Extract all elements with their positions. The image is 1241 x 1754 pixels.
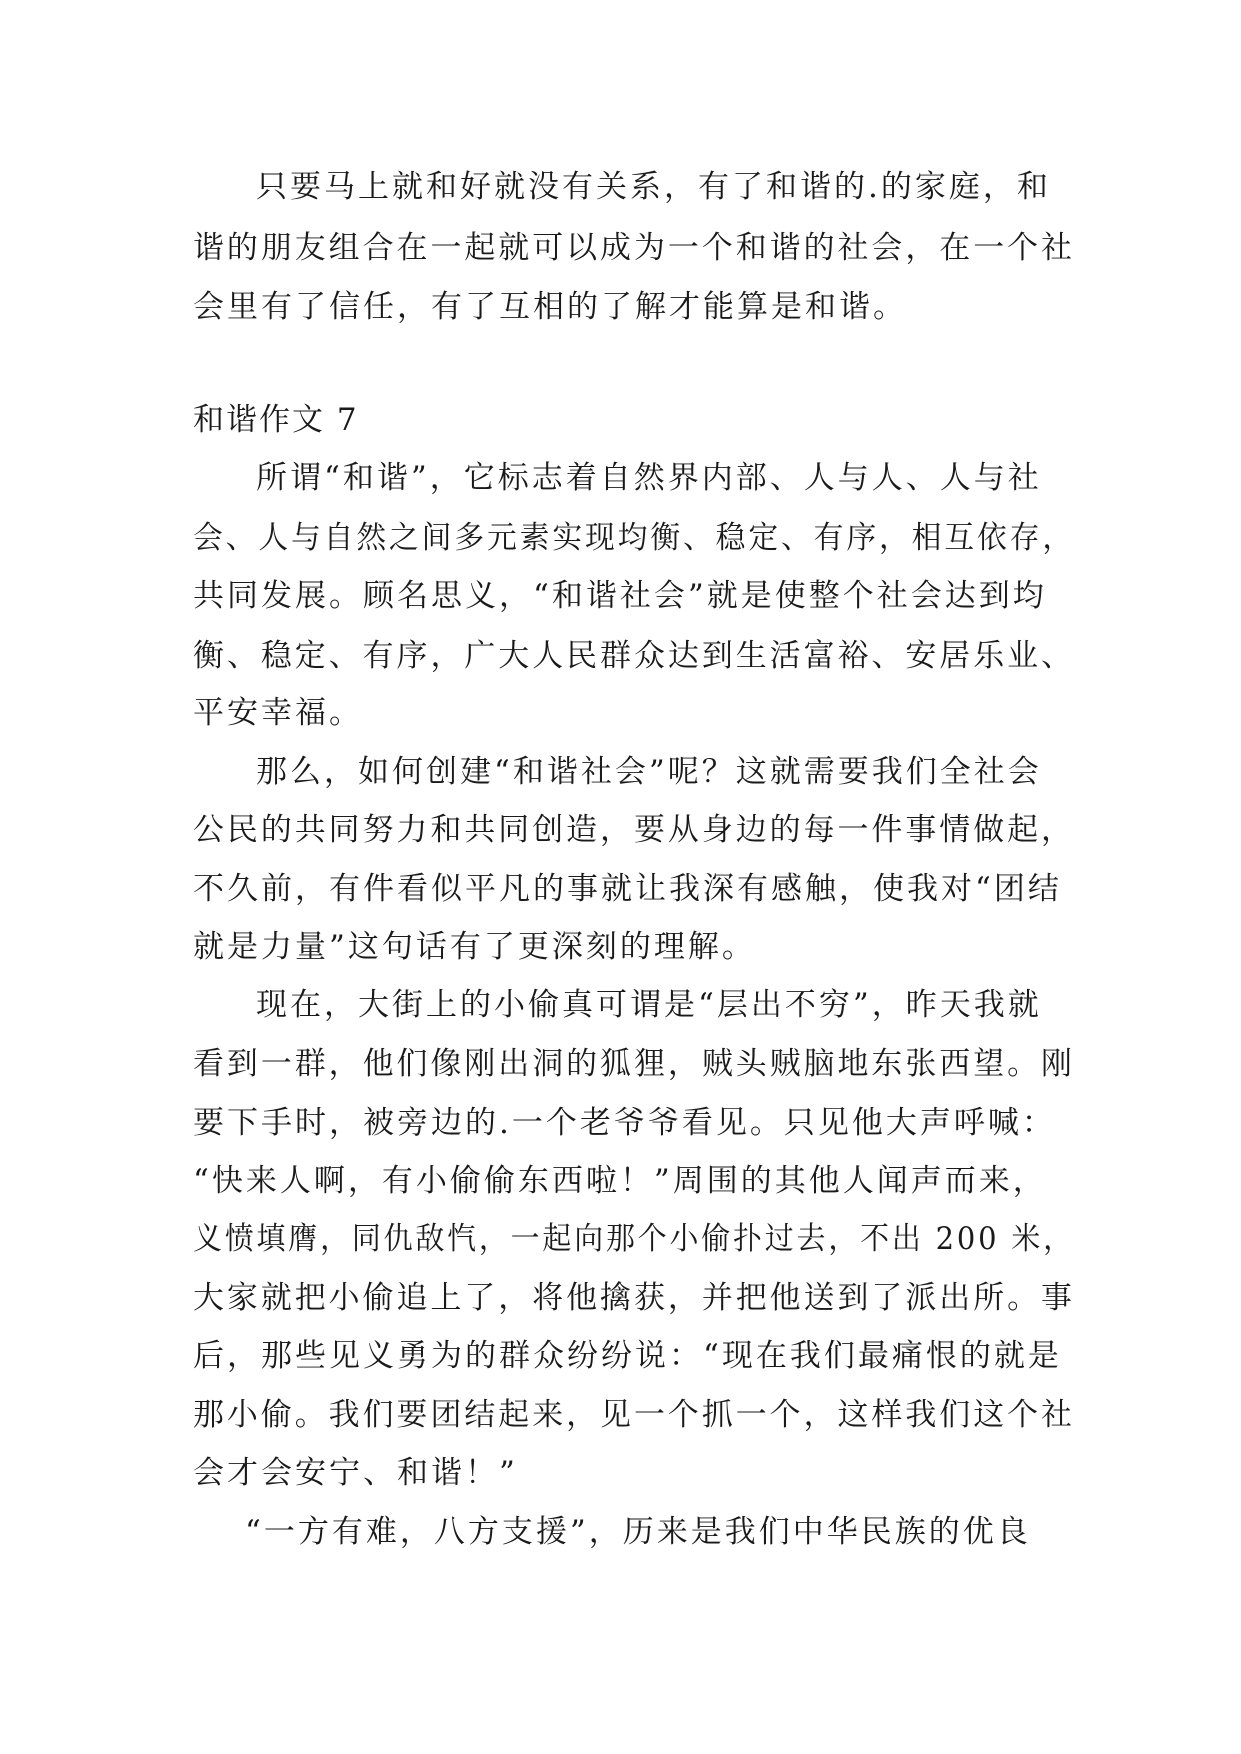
paragraph-line: “快来人啊，有小偷偷东西啦！”周围的其他人闻声而来， (193, 1163, 1047, 1199)
paragraph-line: 衡、稳定、有序，广大人民群众达到生活富裕、安居乐业、 (193, 638, 1075, 674)
paragraph-line: 公民的共同努力和共同创造，要从身边的每一件事情做起， (193, 812, 1075, 848)
paragraph-line: 共同发展。顾名思义，“和谐社会”就是使整个社会达到均 (193, 578, 1047, 614)
paragraph-line: 现在，大街上的小偷真可谓是“层出不穷”，昨天我就 (256, 987, 1042, 1023)
paragraph-line: 会才会安宁、和谐！” (193, 1455, 518, 1491)
paragraph-line: “一方有难，八方支援”，历来是我们中华民族的优良 (245, 1514, 1031, 1550)
paragraph-line: 所谓“和谐”，它标志着自然界内部、人与人、人与社 (256, 460, 1042, 496)
paragraph-line: 会、人与自然之间多元素实现均衡、稳定、有序，相互依存， (193, 520, 1076, 556)
paragraph-line: 大家就把小偷追上了，将他擒获，并把他送到了派出所。事 (193, 1280, 1075, 1316)
paragraph-line: 那么，如何创建“和谐社会”呢？这就需要我们全社会 (256, 754, 1042, 790)
paragraph-line: 后，那些见义勇为的群众纷纷说：“现在我们最痛恨的就是 (193, 1338, 1062, 1374)
paragraph-line: 看到一群，他们像刚出洞的狐狸，贼头贼脑地东张西望。刚 (193, 1046, 1075, 1082)
paragraph-line: 不久前，有件看似平凡的事就让我深有感触，使我对“团结 (193, 871, 1062, 907)
paragraph-line: 义愤填膺，同仇敌忾，一起向那个小偷扑过去，不出 200 米， (193, 1221, 1075, 1257)
paragraph-line: 谐的朋友组合在一起就可以成为一个和谐的社会，在一个社 (193, 230, 1075, 266)
paragraph-line: 平安幸福。 (193, 695, 363, 731)
paragraph-line: 就是力量”这句话有了更深刻的理解。 (193, 929, 756, 965)
paragraph-line: 只要马上就和好就没有关系，有了和谐的.的家庭，和 (256, 169, 1051, 205)
paragraph-line: 会里有了信任，有了互相的了解才能算是和谐。 (193, 289, 907, 325)
paragraph-line: 那小偷。我们要团结起来，见一个抓一个，这样我们这个社 (193, 1397, 1075, 1433)
paragraph-line: 要下手时，被旁边的.一个老爷爷看见。只见他大声呼喊： (193, 1105, 1056, 1141)
section-heading: 和谐作文 7 (193, 402, 359, 438)
